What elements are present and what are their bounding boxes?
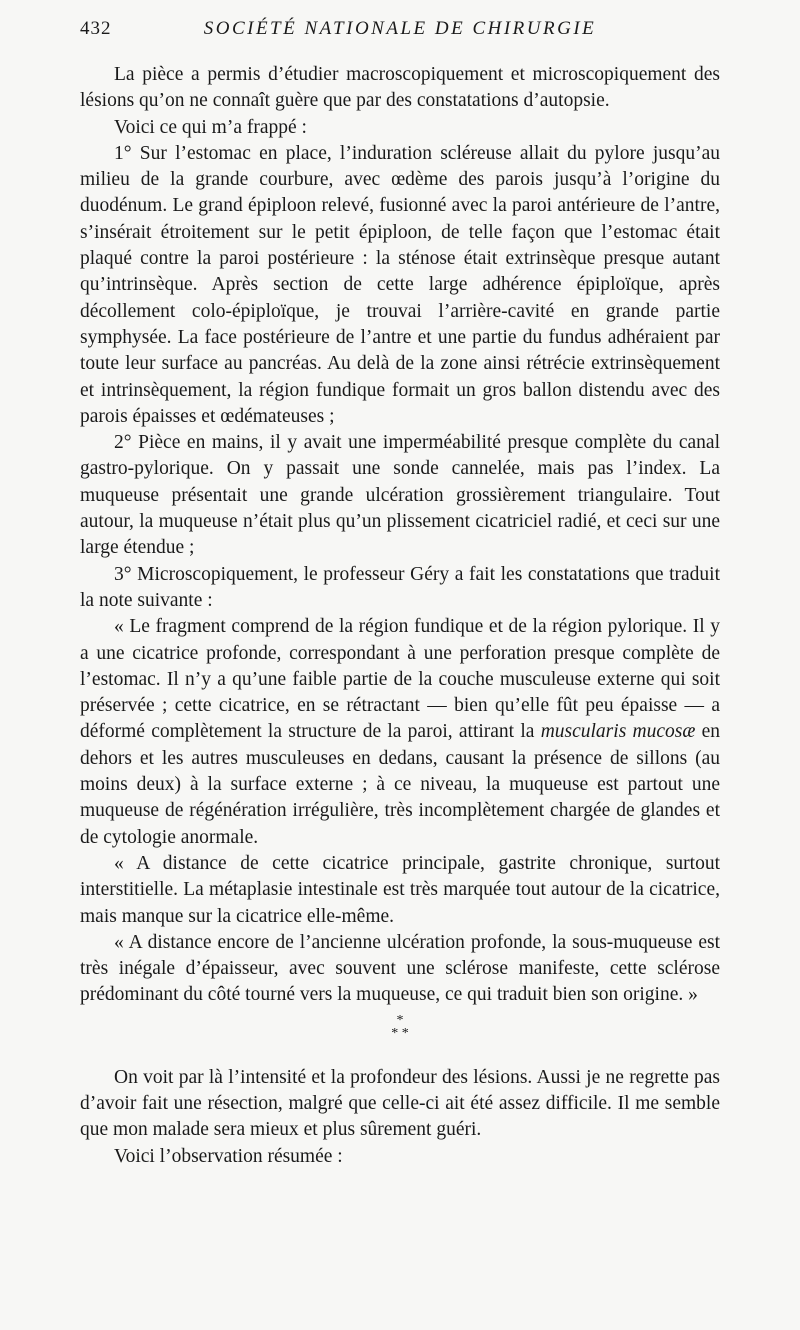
paragraph-observation-lead: Voici l’observation résumée : [114, 1145, 343, 1167]
paragraph-point-1: 1° Sur l’estomac en place, l’induration scléreuse allait du pylore jusqu’au milieu de la grande courbure, avec œdème des parois jusqu’à l’origine du duodénum. Le grand épiploon relevé, fusionné avec la paroi antérieure de l’antre, s’insérait étroitement sur le petit épiploon, de telle façon que l’estomac était plaqué contre la paroi postérieure : la sténose était extrinsèque presque autant qu’intrinsèque. Après section de cette large adhérence épiploïque, après décollement colo-épiploïque, je trouvai l’arrière-cavité en grande partie symphysée. La face postérieure de l’antre et une partie du fundus adhéraient par toute leur surface au pancréas. Au delà de la zone ainsi rétrécie extrinsèquement et intrinsèquement, la région fundique formait un gros ballon distendu avec des parois épaisses et œdémateuses ; [80, 142, 720, 427]
page-header [80, 18, 720, 46]
running-title: SOCIÉTÉ NATIONALE DE CHIRURGIE [203, 18, 597, 39]
quote-1-latin-term: muscularis mucosæ [540, 721, 696, 743]
asterism-separator [80, 1012, 720, 1041]
page-number: 432 [80, 18, 112, 39]
paragraph-point-3: 3° Microscopiquement, le professeur Géry a fait les constatations que traduit la note suivante : [80, 563, 720, 611]
asterism-top: * [396, 1012, 404, 1028]
quote-1-text-after: en dehors et les autres musculeuses en dedans, causant la présence de sillons (au moins deux) à la surface externe ; à ce niveau, la muqueuse est partout une muqueuse de régénération irrégulière, très incomplètement chargée de glandes et de cytologie anormale. [80, 721, 721, 848]
quote-paragraph-3: « A distance encore de l’ancienne ulcération profonde, la sous-muqueuse est très inégale d’épaisseur, avec souvent une sclérose manifeste, cette sclérose prédominant du côté tourné vers la muqueuse, ce qui traduit bien son origine. » [80, 931, 720, 1006]
quote-paragraph-1 [80, 614, 720, 851]
quote-1-text-before: « Le fragment comprend de la région fundique et de la région pylorique. Il y a une cicatrice profonde, correspondant à une perforation presque complète de l’estomac. Il n’y a qu’une faible partie de la couche musculeuse externe qui soit préservée ; cette cicatrice, en se rétractant — bien qu’elle fût peu épaisse — a déformé complètement la structure de la paroi, attirant la [80, 616, 720, 743]
paragraph-observations-lead: Voici ce qui m’a frappé : [114, 116, 307, 138]
body-text [80, 62, 720, 1170]
asterism-bottom: * * [391, 1025, 409, 1041]
paragraph-intro: La pièce a permis d’étudier macroscopiquement et microscopiquement des lésions qu’on ne connaît guère que par des constatations d’autopsie. [80, 64, 720, 112]
quote-paragraph-2: « A distance de cette cicatrice principale, gastrite chronique, surtout interstitielle. La métaplasie intestinale est très marquée tout autour de la cicatrice, mais manque sur la cicatrice elle-même. [80, 852, 720, 927]
paragraph-conclusion: On voit par là l’intensité et la profondeur des lésions. Aussi je ne regrette pas d’avoir fait une résection, malgré que celle-ci ait été assez difficile. Il me semble que mon malade sera mieux et plus sûrement guéri. [80, 1066, 720, 1141]
paragraph-point-2: 2° Pièce en mains, il y avait une imperméabilité presque complète du canal gastro-pylorique. On y passait une sonde cannelée, mais pas l’index. La muqueuse présentait une grande ulcération grossièrement triangulaire. Tout autour, la muqueuse n’était plus qu’un plissement cicatriciel radié, et ceci sur une large étendue ; [80, 432, 720, 559]
